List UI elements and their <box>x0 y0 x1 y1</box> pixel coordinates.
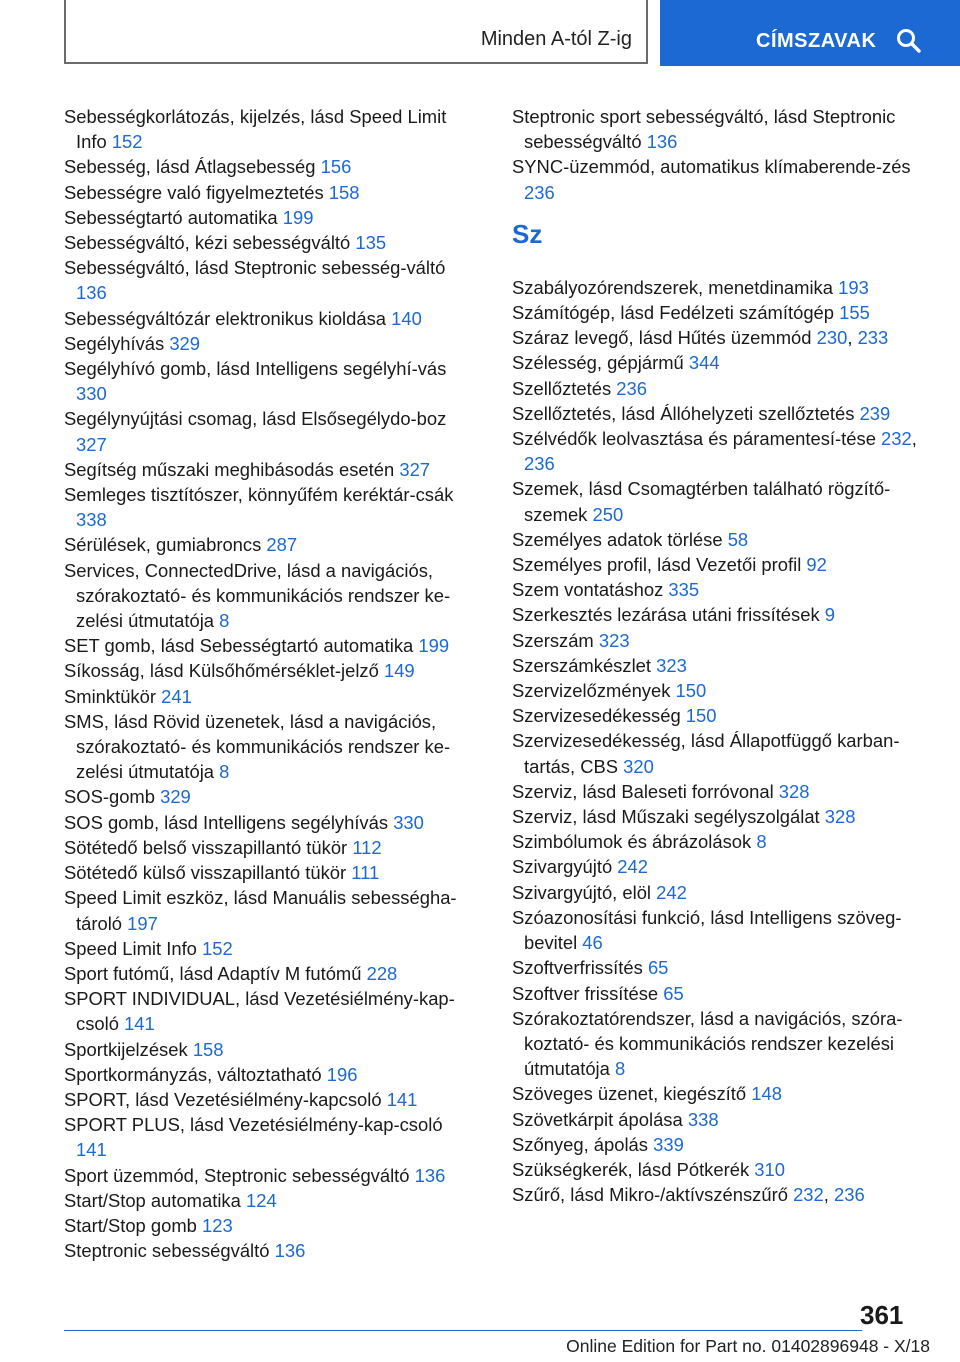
page-link[interactable]: 141 <box>124 1013 155 1035</box>
page-link[interactable]: 8 <box>219 761 230 783</box>
page-link[interactable]: 149 <box>383 660 415 682</box>
index-column-right <box>512 104 922 1207</box>
entry-text: Sebességtartó automatika <box>64 206 278 228</box>
edition-footer: Online Edition for Part no. 01402896948 - X/18 <box>566 1336 930 1356</box>
section-letter: Sz <box>512 218 543 249</box>
index-entry <box>64 205 474 230</box>
index-entry <box>512 300 922 325</box>
entry-text: Services, ConnectedDrive, lásd a navigációs, szórakoztató- és kommunikációs rendszer ke-zelési útmutatója <box>64 559 451 632</box>
entry-text: Szerkesztés lezárása utáni frissítések <box>512 604 820 626</box>
index-entry <box>64 835 474 860</box>
index-entry <box>64 860 474 885</box>
page-link[interactable]: 58 <box>727 528 749 550</box>
page-link[interactable]: 141 <box>386 1088 418 1110</box>
entry-text: Sebességre való figyelmeztetés <box>64 181 324 203</box>
entry-text: Szemek, lásd Csomagtérben található rögzítő-szemek <box>512 478 891 525</box>
entry-text: Szórakoztatórendszer, lásd a navigációs, szóra-koztató- és kommunikációs rendszer kezelési útmutatója <box>512 1007 903 1080</box>
entry-text: Szerviz, lásd Baleseti forróvonal <box>512 780 774 802</box>
page-number: 361 <box>860 1300 904 1330</box>
page-link[interactable]: 111 <box>351 862 380 884</box>
index-entry <box>512 552 922 577</box>
page-link[interactable]: 310 <box>754 1158 785 1180</box>
index-entry <box>512 955 922 980</box>
index-entry <box>64 154 474 179</box>
page-link[interactable]: 236 <box>524 453 555 475</box>
entry-text: Sérülések, gumiabroncs <box>64 534 262 556</box>
entry-text: SET gomb, lásd Sebességtartó automatika <box>64 635 414 657</box>
index-entry <box>512 829 922 854</box>
page-link[interactable]: 140 <box>391 307 422 329</box>
entry-text: Szóazonosítási funkció, lásd Intelligens szöveg-bevitel <box>512 906 902 954</box>
index-entry <box>64 1213 474 1238</box>
entry-text: Szükségkerék, lásd Pótkerék <box>512 1158 750 1180</box>
page-link[interactable]: 242 <box>617 856 648 878</box>
page-link[interactable]: 8 <box>756 831 767 853</box>
entry-text: Speed Limit Info <box>64 937 197 959</box>
entry-text: Segélyhívás <box>64 332 165 354</box>
page-link[interactable]: 328 <box>824 806 856 828</box>
index-entry: Szélvédők leolvasztása és páramentesí-tése 232, 236 <box>512 428 917 475</box>
entry-text: Steptronic sebességváltó <box>64 1240 270 1262</box>
index-entry <box>512 401 922 426</box>
page-link[interactable]: 199 <box>282 206 314 228</box>
entry-text: Szervizesedékesség, lásd Állapotfüggő karban-tartás, CBS <box>512 730 900 777</box>
page-link[interactable]: 323 <box>598 629 630 651</box>
entry-text: Speed Limit eszköz, lásd Manuális sebességha-tároló <box>64 887 457 934</box>
page-link[interactable]: 148 <box>751 1083 782 1105</box>
page-link[interactable]: 135 <box>355 232 387 254</box>
page-link[interactable]: 232 <box>881 428 912 450</box>
page-link[interactable]: 158 <box>192 1038 224 1060</box>
index-entry <box>512 653 922 678</box>
entry-text: Szivargyújtó, elöl <box>512 881 652 903</box>
entry-text: Szerszámkészlet <box>512 654 651 676</box>
page-link[interactable]: 239 <box>859 402 891 424</box>
index-entry <box>512 1081 922 1106</box>
page-link[interactable]: 236 <box>834 1184 865 1206</box>
index-entry <box>512 275 922 300</box>
index-entry <box>64 532 474 557</box>
index-entry <box>512 350 922 375</box>
entry-text: Sminktükör <box>64 685 156 707</box>
entry-text: Szövetkárpit ápolása <box>512 1108 683 1130</box>
index-entry <box>512 602 922 627</box>
keywords-tab[interactable] <box>660 0 960 66</box>
entry-text: Sebességváltó, lásd Steptronic sebesség-váltó <box>64 257 446 279</box>
entry-text: Segélyhívó gomb, lásd Intelligens segélyhí-vás <box>64 358 447 380</box>
index-entry: Száraz levegő, lásd Hűtés üzemmód 230, 233 <box>512 327 889 349</box>
page-link[interactable]: 338 <box>687 1108 719 1130</box>
entry-text: Segítség műszaki meghibásodás esetén <box>64 458 395 480</box>
page-link[interactable]: 232 <box>793 1184 824 1206</box>
entry-text: SYNC-üzemmód, automatikus klímaberende-zés <box>512 156 911 178</box>
index-entry <box>64 885 474 935</box>
page-link[interactable]: 323 <box>656 654 687 676</box>
entry-text: Sebességváltózár elektronikus kioldása <box>64 307 387 329</box>
index-entry <box>512 476 922 526</box>
index-entry <box>64 356 474 406</box>
page-link[interactable]: 46 <box>582 932 603 954</box>
index-entry <box>64 180 474 205</box>
page-link[interactable]: 112 <box>352 836 382 858</box>
page-link[interactable]: 150 <box>685 705 717 727</box>
index-entry <box>64 986 474 1036</box>
page-link[interactable]: 287 <box>266 534 298 556</box>
index-entry <box>64 255 474 305</box>
page-link[interactable]: 339 <box>653 1133 684 1155</box>
page-link[interactable]: 320 <box>623 755 654 777</box>
page-link[interactable]: 193 <box>838 276 869 298</box>
index-entry <box>64 810 474 835</box>
entry-text: Szem vontatáshoz <box>512 579 664 601</box>
page-link[interactable]: 136 <box>414 1164 446 1186</box>
page-link[interactable]: 236 <box>524 181 555 203</box>
entry-text: Szabályozórendszerek, menetdinamika <box>512 276 833 298</box>
a-to-z-label: Minden A-tól Z-ig <box>480 28 632 50</box>
page-link[interactable]: 196 <box>326 1063 358 1085</box>
page-link[interactable]: 8 <box>615 1058 626 1080</box>
page-link[interactable]: 152 <box>202 937 233 959</box>
entry-text: Szélvédők leolvasztása és páramentesí-tése <box>512 428 876 450</box>
page-link[interactable]: 199 <box>418 635 450 657</box>
index-entry <box>64 658 474 683</box>
entry-text: Sötétedő külső visszapillantó tükör <box>64 862 347 884</box>
header-bar <box>0 0 960 66</box>
index-entry <box>64 936 474 961</box>
page-link[interactable]: 155 <box>839 302 870 324</box>
footer-divider <box>64 1330 862 1331</box>
index-entry <box>512 154 922 204</box>
page-link[interactable]: 327 <box>399 458 431 480</box>
entry-text: Szöveges üzenet, kiegészítő <box>512 1083 747 1105</box>
entry-text: Segélynyújtási csomag, lásd Elsősegélydo-boz <box>64 408 447 430</box>
index-entry <box>512 905 922 955</box>
index-entry <box>64 1112 474 1162</box>
index-entry <box>64 1087 474 1112</box>
entry-text: Szervizelőzmények <box>512 680 671 702</box>
index-entry <box>64 331 474 356</box>
a-to-z-tab[interactable] <box>64 0 648 64</box>
entry-text: Szerszám <box>512 629 594 651</box>
index-entry <box>64 230 474 255</box>
keywords-label: CÍMSZAVAK <box>756 30 877 52</box>
index-entry <box>512 104 922 154</box>
index-entry <box>512 880 922 905</box>
page-link[interactable]: 335 <box>668 579 700 601</box>
entry-text: Start/Stop automatika <box>64 1189 241 1211</box>
entry-text: Számítógép, lásd Fedélzeti számítógép <box>512 302 835 324</box>
index-entry <box>64 482 474 532</box>
index-entry <box>512 854 922 879</box>
page-link[interactable]: 328 <box>778 780 810 802</box>
page-link[interactable]: 9 <box>824 604 836 626</box>
index-entry <box>64 457 474 482</box>
index-entry <box>64 1037 474 1062</box>
entry-text: Sebességkorlátozás, kijelzés, lásd Speed Limit Info <box>64 106 447 153</box>
entry-text: Személyes adatok törlése <box>512 528 723 550</box>
page-link[interactable]: 230 <box>816 327 848 349</box>
page-link[interactable]: 123 <box>202 1214 233 1236</box>
index-entry <box>512 376 922 401</box>
page-link[interactable]: 330 <box>393 811 424 833</box>
index-entry: Szűrő, lásd Mikro-/aktívszénszűrő 232, 236 <box>512 1184 865 1206</box>
page-link[interactable]: 65 <box>647 957 669 979</box>
index-entry <box>512 779 922 804</box>
entry-text: SOS gomb, lásd Intelligens segélyhívás <box>64 811 389 833</box>
index-entry <box>512 1107 922 1132</box>
entry-text: SPORT INDIVIDUAL, lásd Vezetésiélmény-kap-csoló <box>64 988 455 1035</box>
entry-text: Steptronic sport sebességváltó, lásd Steptronic sebességváltó <box>512 106 896 153</box>
page-link[interactable]: 344 <box>688 352 720 374</box>
entry-text: SOS-gomb <box>64 786 155 808</box>
page-link[interactable]: 236 <box>616 377 647 399</box>
index-entry <box>512 1157 922 1182</box>
index-entry <box>64 961 474 986</box>
entry-text: Start/Stop gomb <box>64 1214 197 1236</box>
index-entry <box>64 406 474 456</box>
page-link[interactable]: 8 <box>219 610 230 632</box>
entry-text: Szivargyújtó <box>512 856 613 878</box>
index-entry <box>64 633 474 658</box>
index-group-sz <box>512 275 922 1208</box>
entry-text: Síkosság, lásd Külsőhőmérséklet-jelző <box>64 660 379 682</box>
index-entry <box>64 1238 474 1263</box>
entry-text: Szellőztetés <box>512 377 612 399</box>
index-entry <box>64 684 474 709</box>
index-entry <box>64 1163 474 1188</box>
entry-text: Sport futómű, lásd Adaptív M futómű <box>64 962 362 984</box>
entry-text: Szőnyeg, ápolás <box>512 1133 648 1155</box>
entry-text: Szimbólumok és ábrázolások <box>512 831 752 853</box>
index-entry <box>64 784 474 809</box>
page-link[interactable]: 65 <box>663 982 684 1004</box>
entry-text: Szoftver frissítése <box>512 982 659 1004</box>
page-link[interactable]: 136 <box>646 131 678 153</box>
index-group-s <box>512 104 922 205</box>
index-entry <box>64 1188 474 1213</box>
entry-text: SPORT, lásd Vezetésiélmény-kapcsoló <box>64 1088 382 1110</box>
index-entry <box>512 981 922 1006</box>
entry-text: Szervizesedékesség <box>512 705 681 727</box>
entry-text: Száraz levegő, lásd Hűtés üzemmód <box>512 327 812 349</box>
search-icon[interactable] <box>896 28 922 54</box>
page-link[interactable]: 329 <box>160 786 191 808</box>
entry-text: SPORT PLUS, lásd Vezetésiélmény-kap-csoló <box>64 1114 443 1136</box>
page-link[interactable]: 136 <box>274 1240 306 1262</box>
page-link[interactable]: 141 <box>76 1139 107 1161</box>
page-link[interactable]: 329 <box>169 332 201 354</box>
entry-text: Semleges tisztítószer, könnyűfém keréktár-csák <box>64 484 454 506</box>
page-link[interactable]: 136 <box>76 282 107 304</box>
entry-text: Sebességváltó, kézi sebességváltó <box>64 232 351 254</box>
index-entry <box>512 678 922 703</box>
page-link[interactable]: 228 <box>366 962 398 984</box>
index-entry <box>512 804 922 829</box>
entry-text: Sportkormányzás, változtatható <box>64 1063 322 1085</box>
index-column-left <box>64 104 474 1263</box>
index-entry <box>512 728 922 778</box>
entry-text: Szerviz, lásd Műszaki segélyszolgálat <box>512 806 820 828</box>
page-link[interactable]: 338 <box>76 509 107 531</box>
index-entry <box>64 306 474 331</box>
page-link[interactable]: 152 <box>111 131 143 153</box>
entry-text: Sebesség, lásd Átlagsebesség <box>64 156 316 178</box>
entry-text: Szélesség, gépjármű <box>512 352 684 374</box>
index-entry <box>512 1132 922 1157</box>
index-entry <box>512 628 922 653</box>
page-link[interactable]: 156 <box>320 156 352 178</box>
page-link[interactable]: 242 <box>656 881 687 903</box>
entry-text: SMS, lásd Rövid üzenetek, lásd a navigációs, szórakoztató- és kommunikációs rendszer ke-zelési útmutatója <box>64 710 451 783</box>
page-link[interactable]: 150 <box>675 680 707 702</box>
entry-text: Szoftverfrissítés <box>512 957 643 979</box>
page-link[interactable]: 158 <box>328 181 360 203</box>
index-entry <box>64 558 474 634</box>
page-link[interactable]: 330 <box>76 383 107 405</box>
index-entry <box>512 1006 922 1082</box>
page-link[interactable]: 250 <box>592 503 624 525</box>
page-link[interactable]: 233 <box>857 327 889 349</box>
entry-text: Sportkijelzések <box>64 1038 188 1060</box>
entry-text: Szellőztetés, lásd Állóhelyzeti szellőztetés <box>512 402 855 424</box>
entry-text: Szűrő, lásd Mikro-/aktívszénszűrő <box>512 1184 788 1206</box>
entry-text: Sötétedő belső visszapillantó tükör <box>64 836 348 858</box>
index-entry <box>64 104 474 154</box>
page-link[interactable]: 92 <box>806 554 827 576</box>
index-entry <box>64 1062 474 1087</box>
index-entry <box>64 709 474 785</box>
index-entry <box>512 527 922 552</box>
index-entry <box>512 577 922 602</box>
page-link[interactable]: 327 <box>76 433 107 455</box>
page-link[interactable]: 124 <box>245 1189 277 1211</box>
entry-text: Sport üzemmód, Steptronic sebességváltó <box>64 1164 410 1186</box>
page-link[interactable]: 197 <box>127 912 158 934</box>
entry-text: Személyes profil, lásd Vezetői profil <box>512 554 802 576</box>
index-entry <box>512 703 922 728</box>
page-link[interactable]: 241 <box>161 685 192 707</box>
